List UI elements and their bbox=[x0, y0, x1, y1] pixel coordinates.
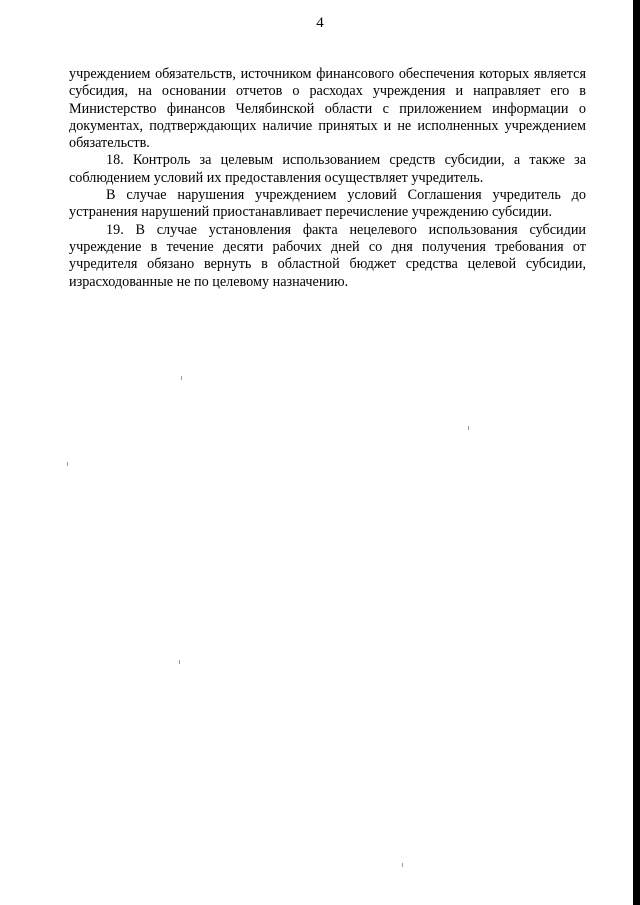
scan-speck bbox=[402, 863, 403, 867]
page-number: 4 bbox=[316, 15, 324, 31]
scan-speck bbox=[67, 462, 68, 466]
paragraph-violation: В случае нарушения учреждением условий Соглашения учредитель до устранения нарушений приостанавливает перечисление учреждению субсидии. bbox=[69, 187, 586, 221]
scan-speck bbox=[468, 426, 469, 430]
scan-border bbox=[633, 0, 640, 905]
document-body bbox=[69, 66, 586, 291]
scan-speck bbox=[179, 660, 180, 664]
paragraph-continuation: учреждением обязательств, источником финансового обеспечения которых является субсидия, на основании отчетов о расходах учреждения и направляет его в Министерство финансов Челябинской области с приложением информации о документах, подтверждающих наличие принятых и не исполненных учреждением обязательств. bbox=[69, 66, 586, 152]
paragraph-19: 19. В случае установления факта нецелевого использования субсидии учреждение в течение десяти рабочих дней со дня получения требования от учредителя обязано вернуть в областной бюджет средства целевой субсидии, израсходованные не по целевому назначению. bbox=[69, 221, 586, 290]
scan-speck bbox=[181, 376, 182, 380]
paragraph-18: 18. Контроль за целевым использованием средств субсидии, а также за соблюдением условий их предоставления осуществляет учредитель. bbox=[69, 152, 586, 186]
